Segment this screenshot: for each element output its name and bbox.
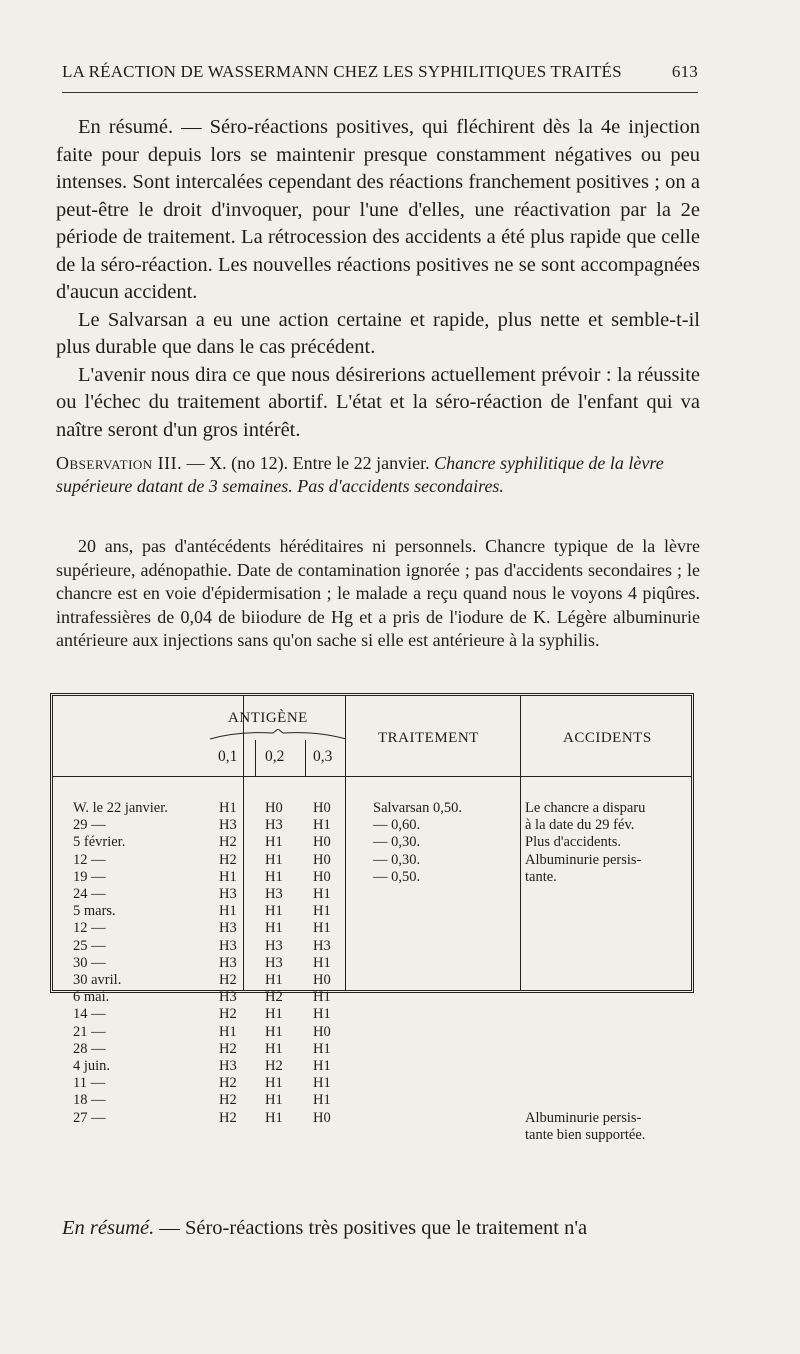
row-antigen-02: H1	[265, 868, 283, 885]
row-accidents: tante.	[525, 868, 557, 885]
row-antigen-03: H1	[313, 954, 331, 971]
row-date: 12 —	[73, 920, 106, 937]
row-antigen-02: H1	[265, 1109, 283, 1126]
row-antigen-03: H1	[313, 989, 331, 1006]
row-date: 4 juin.	[73, 1058, 111, 1074]
row-traitement: — 0,50.	[373, 868, 421, 885]
row-antigen-01: H1	[219, 903, 237, 920]
row-antigen-01: H3	[219, 937, 237, 954]
row-traitement: Salvarsan 0,50.	[373, 800, 462, 816]
row-date: W. le 22 janvier.	[73, 800, 168, 816]
row-antigen-01: H3	[219, 817, 237, 834]
row-antigen-01: H1	[219, 800, 237, 816]
row-antigen-02: H1	[265, 903, 283, 920]
row-date: 5 mars.	[73, 903, 116, 920]
row-date: 19 —	[73, 868, 106, 885]
row-antigen-02: H1	[265, 972, 283, 988]
row-antigen-02: H1	[265, 834, 283, 851]
row-date: 29 —	[73, 817, 106, 834]
row-antigen-01: H3	[219, 920, 237, 937]
row-date: 6 mai.	[73, 989, 110, 1006]
row-antigen-02: H2	[265, 989, 283, 1006]
conclusion-text: — Séro-réactions très positives que le traitement n'a	[154, 1217, 588, 1239]
row-antigen-01: H2	[219, 1109, 237, 1126]
header-accidents: ACCIDENTS	[563, 730, 652, 746]
row-antigen-02: H2	[265, 1058, 283, 1074]
row-antigen-03: H0	[313, 1023, 331, 1040]
row-antigen-03: H0	[313, 851, 331, 868]
header-divider	[53, 776, 691, 777]
row-antigen-01: H2	[219, 851, 237, 868]
results-table-grid	[53, 696, 691, 1143]
row-traitement: — 0,30.	[373, 851, 421, 868]
summary-paragraph-3: L'avenir nous dira ce que nous désirerions actuellement prévoir : la réussite ou l'échec du traitement abortif. L'état et la séro-réaction de l'enfant qui va naître seront d'un gros intérêt.	[56, 363, 700, 441]
page-number: 613	[671, 62, 698, 81]
row-antigen-01: H3	[219, 1058, 237, 1074]
row-antigen-03: H1	[313, 886, 331, 902]
row-antigen-01: H2	[219, 1092, 237, 1109]
row-traitement: — 0,30.	[373, 834, 421, 851]
row-antigen-03: H1	[313, 1092, 331, 1109]
row-antigen-03: H0	[313, 800, 331, 816]
row-antigen-03: H3	[313, 937, 331, 954]
row-antigen-01: H3	[219, 989, 237, 1006]
row-accidents: Albuminurie persis-	[525, 1109, 642, 1126]
row-antigen-02: H1	[265, 920, 283, 937]
summary-paragraph-2: Le Salvarsan a eu une action certaine et rapide, plus nette et semble-t-il plus durable que dans le cas précédent.	[56, 308, 700, 358]
row-antigen-03: H1	[313, 817, 331, 834]
row-date: 11 —	[73, 1075, 106, 1092]
row-date: 5 février.	[73, 834, 126, 851]
row-accidents: Le chancre a disparu	[525, 800, 646, 816]
antigene-brace	[208, 728, 348, 738]
conclusion-lead: En résumé.	[62, 1217, 155, 1239]
row-antigen-01: H2	[219, 1006, 237, 1023]
running-header	[62, 62, 698, 93]
conclusion-line	[62, 1217, 698, 1240]
row-accidents: tante bien supportée.	[525, 1126, 646, 1143]
row-antigen-03: H1	[313, 1075, 331, 1092]
row-date: 28 —	[73, 1040, 106, 1057]
row-antigen-01: H3	[219, 886, 237, 902]
row-date: 27 —	[73, 1109, 106, 1126]
row-date: 18 —	[73, 1092, 106, 1109]
row-antigen-03: H1	[313, 903, 331, 920]
row-accidents: Albuminurie persis-	[525, 851, 642, 868]
observation-heading	[56, 452, 700, 498]
row-antigen-02: H1	[265, 1075, 283, 1092]
row-antigen-01: H1	[219, 868, 237, 885]
row-antigen-02: H1	[265, 1023, 283, 1040]
row-antigen-03: H1	[313, 1058, 331, 1074]
row-antigen-01: H2	[219, 972, 237, 988]
row-traitement: — 0,60.	[373, 817, 421, 834]
row-antigen-02: H1	[265, 1006, 283, 1023]
row-antigen-03: H0	[313, 972, 331, 988]
summary-section	[56, 114, 700, 444]
observation-title: Chancre syphilitique de la lèvre supérieure datant de 3 semaines. Pas d'accidents secondaires.	[56, 453, 664, 496]
header-title: LA RÉACTION DE WASSERMANN CHEZ LES SYPHILITIQUES TRAITÉS	[62, 62, 622, 81]
row-antigen-02: H3	[265, 937, 283, 954]
row-antigen-03: H0	[313, 868, 331, 885]
row-antigen-03: H0	[313, 834, 331, 851]
row-date: 25 —	[73, 937, 106, 954]
row-date: 24 —	[73, 886, 106, 902]
row-antigen-02: H1	[265, 1092, 283, 1109]
row-antigen-02: H1	[265, 1040, 283, 1057]
row-antigen-02: H3	[265, 886, 283, 902]
row-antigen-03: H1	[313, 1006, 331, 1023]
row-antigen-02: H0	[265, 800, 283, 816]
row-date: 30 —	[73, 954, 106, 971]
row-accidents: Plus d'accidents.	[525, 834, 622, 851]
row-accidents: à la date du 29 fév.	[525, 817, 635, 834]
row-antigen-02: H3	[265, 817, 283, 834]
row-antigen-01: H2	[219, 1040, 237, 1057]
observation-label: Observation III.	[56, 453, 183, 473]
row-antigen-03: H0	[313, 1109, 331, 1126]
header-col2: 0,2	[265, 748, 285, 765]
row-antigen-02: H3	[265, 954, 283, 971]
row-antigen-03: H1	[313, 1040, 331, 1057]
case-description	[56, 535, 700, 653]
row-date: 14 —	[73, 1006, 106, 1023]
header-antigene: ANTIGÈNE	[228, 710, 308, 726]
header-traitement: TRAITEMENT	[378, 730, 479, 746]
row-date: 21 —	[73, 1023, 106, 1040]
results-table	[50, 693, 694, 1143]
row-antigen-01: H3	[219, 954, 237, 971]
row-antigen-03: H1	[313, 920, 331, 937]
header-col1: 0,1	[218, 748, 238, 765]
row-date: 12 —	[73, 851, 106, 868]
row-antigen-01: H2	[219, 834, 237, 851]
row-antigen-01: H2	[219, 1075, 237, 1092]
case-description-text: 20 ans, pas d'antécédents héréditaires ni personnels. Chancre typique de la lèvre supérieure, adénopathie. Date de contamination ignorée ; pas d'accidents secondaires ; le chancre est en voie d'épidermisation ; le malade a reçu quand nous le voyons 4 piqûres. intrafessières de 0,04 de biiodure de Hg et a pris de l'iodure de K. Légère albuminurie antérieure aux injections sans qu'on sache si elle est antérieure à la syphilis.	[56, 536, 700, 650]
header-col3: 0,3	[313, 748, 333, 765]
col-divider	[520, 696, 521, 990]
row-antigen-02: H1	[265, 851, 283, 868]
row-date: 30 avril.	[73, 972, 122, 988]
summary-paragraph-1: En résumé. — Séro-réactions positives, qui fléchirent dès la 4e injection faite pour depuis lors se maintenir presque constamment négatives ou peu intenses. Sont intercalées cependant des réactions franchement positives ; on a peut-être le droit d'invoquer, pour l'une d'elles, une réactivation par la 2e période de traitement. La rétrocession des accidents a été plus rapide que celle de la séro-réaction. Les nouvelles réactions positives ne se sont accompagnées d'aucun accident.	[56, 116, 700, 303]
row-antigen-01: H1	[219, 1023, 237, 1040]
observation-intro: — X. (no 12). Entre le 22 janvier.	[182, 453, 435, 473]
